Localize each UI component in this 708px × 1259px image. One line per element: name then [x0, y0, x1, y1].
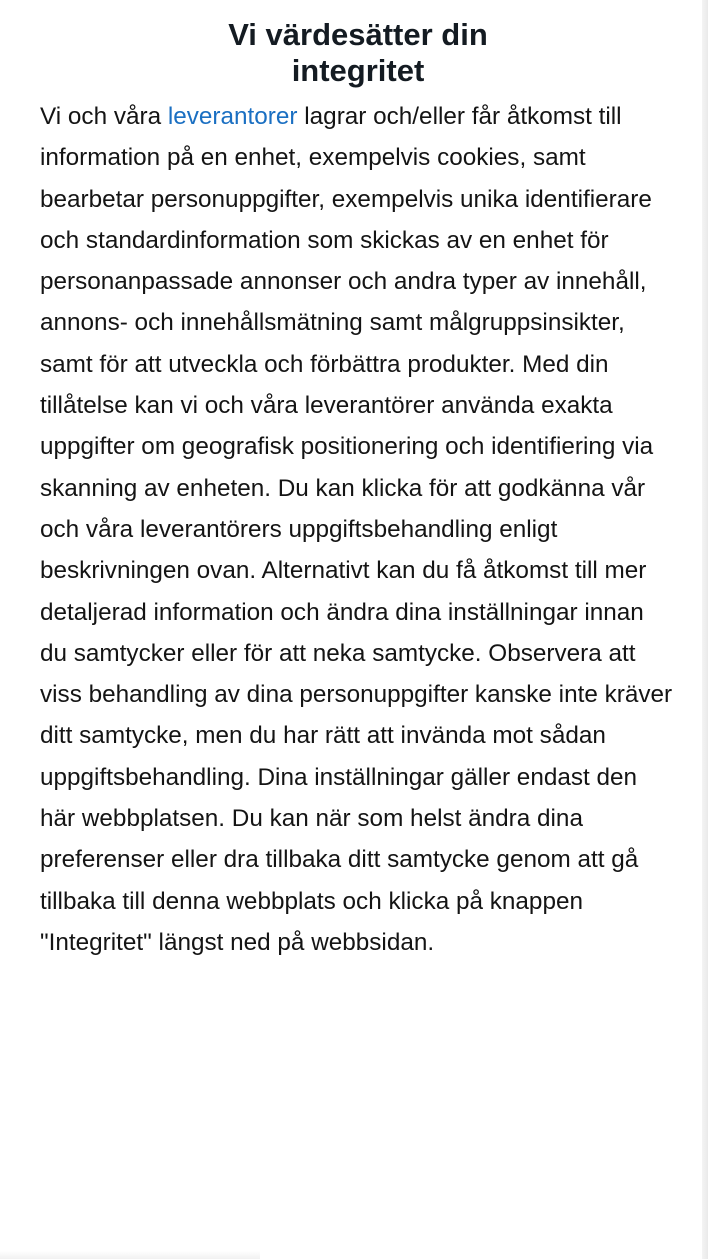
vendors-link[interactable]: leverantorer: [167, 103, 298, 130]
description-text-start: Vi och våra: [40, 103, 168, 130]
scrollbar-track[interactable]: [702, 0, 708, 1259]
description-text-rest: lagrar och/eller får åtkomst till information på en enhet, exempelvis cookies, samt bearbetar personuppgifter, exempelvis unika identifierare och standardinformation som skickas av en enhet för personanpassade annonser och andra typer av innehåll, annons- och innehållsmätning samt målgruppsinsikter, samt för att utveckla och förbättra produkter. Med din tillåtelse kan vi och våra leverantörer använda exakta uppgifter om geografisk positionering och identifiering via skanning av enheten. Du kan klicka för att godkänna vår och våra leverantörers uppgiftsbehandling enligt beskrivningen ovan. Alternativt kan du få åtkomst till mer detaljerad information och ändra dina inställningar innan du samtycker eller för att neka samtycke. Observera att viss behandling av dina personuppgifter kanske inte kräver ditt samtycke, men du har rätt att invända mot sådan uppgiftsbehandling. Dina inställningar gäller endast den här webbplatsen. Du kan när som helst ändra dina preferenser eller dra tillbaka ditt samtycke genom att gå tillbaka till denna webbplats och klicka på knappen "Integritet" längst ned på webbsidan.: [40, 103, 673, 956]
dialog-title: [40, 17, 676, 89]
dialog-title-line-2: integritet: [291, 53, 425, 88]
dialog-title-line-1: Vi värdesätter din: [228, 17, 488, 52]
bottom-divider-shadow: [0, 1251, 260, 1259]
consent-description: [40, 96, 676, 963]
